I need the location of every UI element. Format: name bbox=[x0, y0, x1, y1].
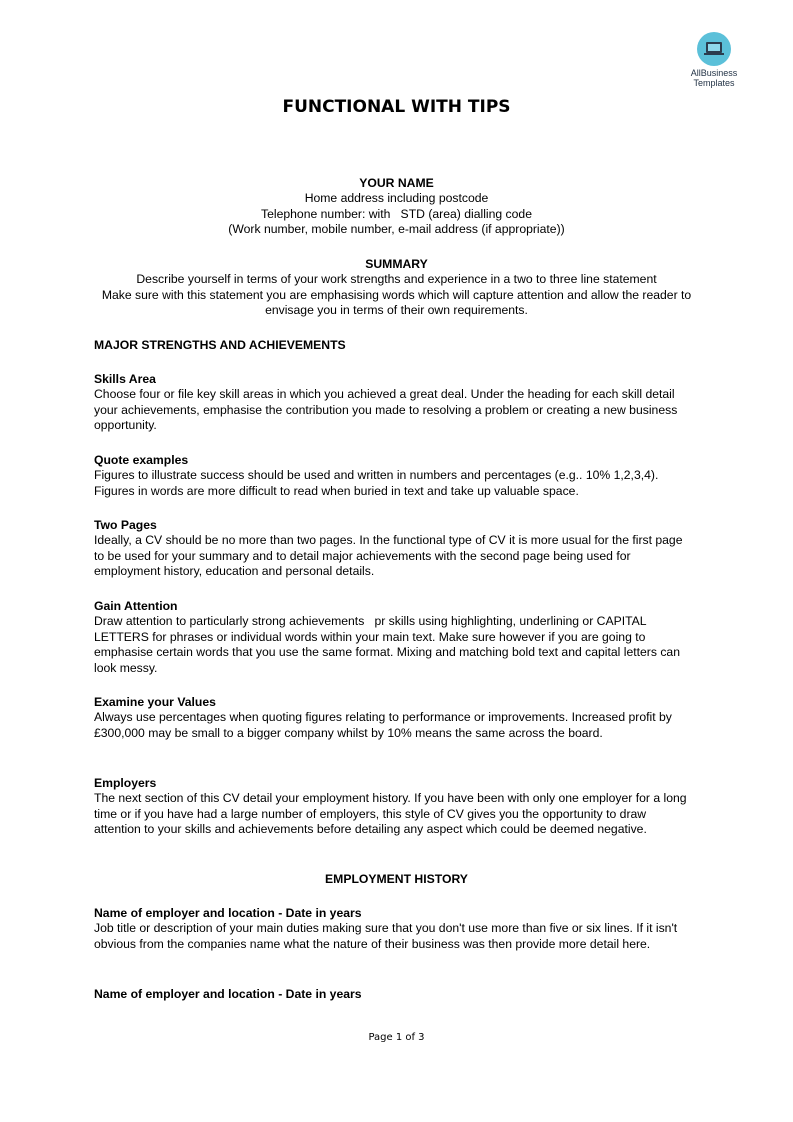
strength-item bbox=[94, 695, 690, 741]
strength-text: Figures to illustrate success should be used and written in numbers and percentages (e.g.. 10% 1,2,3,4). Figures in words are more difficult to read when buried in text and take up valuable space. bbox=[94, 468, 659, 498]
logo-text bbox=[684, 68, 744, 88]
document-title: FUNCTIONAL WITH TIPS bbox=[282, 97, 511, 117]
employment-heading: Name of employer and location - Date in years bbox=[94, 906, 362, 920]
employment-entry bbox=[94, 987, 690, 1002]
employment-entry bbox=[94, 906, 690, 952]
strength-item bbox=[94, 518, 690, 580]
strength-text: Ideally, a CV should be no more than two pages. In the functional type of CV it is more usual for the first page to be used for your summary and to detail major achievements with the second page being used for employment history, education and personal details. bbox=[94, 533, 683, 579]
strength-item bbox=[94, 599, 690, 676]
employment-title: EMPLOYMENT HISTORY bbox=[325, 872, 468, 886]
logo-line-1: AllBusiness bbox=[690, 68, 738, 78]
strength-heading: Two Pages bbox=[94, 518, 157, 532]
strength-heading: Employers bbox=[94, 776, 157, 790]
brand-logo[interactable] bbox=[684, 32, 744, 88]
strength-heading: Examine your Values bbox=[94, 695, 216, 709]
strength-heading: Gain Attention bbox=[94, 599, 178, 613]
employment-text: Job title or description of your main duties making sure that you don't use more than five or six lines. If it isn't obvious from the companies name what the nature of their business was then provide more detail here. bbox=[94, 921, 678, 951]
strength-item bbox=[94, 453, 690, 499]
your-name: YOUR NAME bbox=[359, 176, 434, 190]
strength-text: Always use percentages when quoting figures relating to performance or improvements. Increased profit by £300,000 may be small to a bigger company whilst by 10% means the same across the board. bbox=[94, 710, 672, 740]
page-number: Page 1 of 3 bbox=[368, 1032, 425, 1043]
strength-heading: Quote examples bbox=[94, 453, 189, 467]
contact-details: (Work number, mobile number, e-mail address (if appropriate)) bbox=[228, 222, 565, 237]
strengths-title: MAJOR STRENGTHS AND ACHIEVEMENTS bbox=[94, 338, 346, 352]
strength-text: Choose four or file key skill areas in which you achieved a great deal. Under the heading for each skill detail your achievements, emphasise the contribution you made to resolving a problem or creating a new business opportunity. bbox=[94, 387, 678, 433]
summary-section bbox=[98, 257, 695, 319]
summary-title: SUMMARY bbox=[365, 257, 428, 271]
telephone: Telephone number: with STD (area) dialling code bbox=[261, 206, 532, 221]
laptop-icon bbox=[697, 32, 731, 66]
home-address: Home address including postcode bbox=[304, 191, 489, 206]
strength-heading: Skills Area bbox=[94, 372, 156, 386]
logo-line-2: Templates bbox=[693, 78, 735, 88]
summary-line-1: Describe yourself in terms of your work strengths and experience in a two to three line statement bbox=[136, 272, 657, 287]
contact-header bbox=[60, 176, 733, 238]
strength-item bbox=[94, 372, 690, 434]
employment-heading: Name of employer and location - Date in years bbox=[94, 987, 362, 1001]
summary-line-2: Make sure with this statement you are emphasising words which will capture attention and allow the reader to envisage you in terms of their own requirements. bbox=[101, 287, 692, 318]
strength-text: The next section of this CV detail your employment history. If you have been with only one employer for a long time or if you have had a large number of employers, this style of CV gives you the opportunity to draw attention to your skills and achievements before detailing any aspect which could be deemed negative. bbox=[94, 791, 687, 837]
strength-text: Draw attention to particularly strong achievements pr skills using highlighting, underlining or CAPITAL LETTERS for phrases or individual words within your main text. Make sure however if you are going to emphasise certain words that you use the same format. Mixing and matching bold text and capital letters can look messy. bbox=[94, 614, 684, 675]
strength-item bbox=[94, 776, 690, 838]
